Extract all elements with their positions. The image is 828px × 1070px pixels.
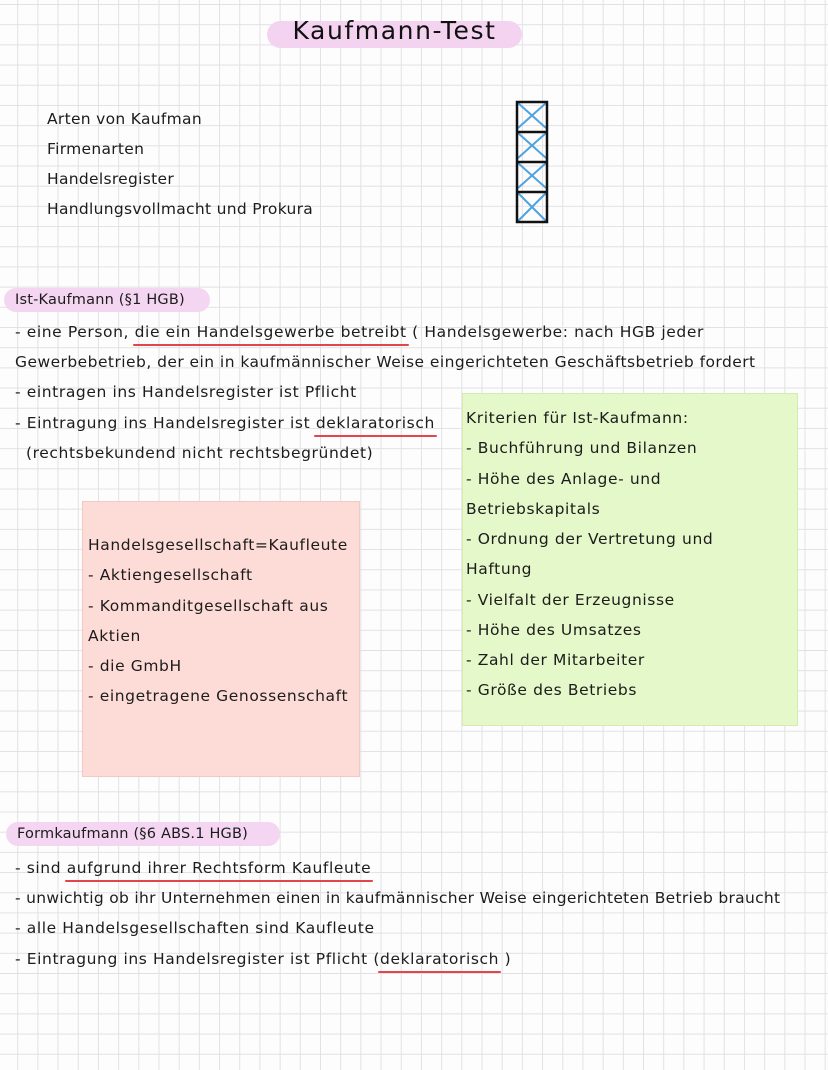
ist-kaufmann-line-5: (rechtsbekundend nicht rechtsbegründet)	[26, 444, 374, 462]
formkaufmann-line-2: - unwichtig ob ihr Unternehmen einen in kaufmännischer Weise eingerichteten Betrieb braucht	[15, 889, 781, 907]
kriterien-line: Haftung	[466, 560, 533, 578]
ist-kaufmann-line-2: Gewerbebetrieb, der ein in kaufmännischer Weise eingerichteten Geschäftsbetrieb fordert	[15, 353, 756, 371]
formkaufmann-line-3: - alle Handelsgesellschaften sind Kaufleute	[15, 919, 375, 937]
kriterien-line: - Ordnung der Vertretung und	[466, 530, 714, 548]
underlined-text: deklaratorisch	[315, 414, 435, 432]
kriterien-line: Kriterien für Ist-Kaufmann:	[466, 409, 689, 427]
checkbox-4[interactable]	[518, 193, 546, 221]
underlined-text: deklaratorisch	[380, 950, 500, 968]
formkaufmann-heading: Formkaufmann (§6 ABS.1 HGB)	[6, 822, 280, 846]
kriterien-line: - Vielfalt der Erzeugnisse	[466, 591, 675, 609]
ist-kaufmann-line-3: - eintragen ins Handelsregister ist Pflicht	[15, 383, 357, 401]
handelsgesellschaft-line: - Aktiengesellschaft	[88, 566, 253, 584]
checkbox-3[interactable]	[518, 163, 546, 188]
page-title: Kaufmann-Test	[292, 16, 497, 45]
underlined-text: die ein Handelsgewerbe betreibt	[134, 323, 407, 341]
ist-kaufmann-heading: Ist-Kaufmann (§1 HGB)	[4, 288, 210, 312]
ist-kaufmann-line-1: - eine Person, die ein Handelsgewerbe betreibt ( Handelsgewerbe: nach HGB jeder	[15, 323, 704, 341]
kriterien-line: - Buchführung und Bilanzen	[466, 439, 698, 457]
checkbox-column	[515, 100, 549, 224]
toc-item-prokura: Handlungsvollmacht und Prokura	[47, 200, 314, 218]
handelsgesellschaft-line: Handelsgesellschaft=Kaufleute	[88, 536, 348, 554]
checkbox-1[interactable]	[518, 103, 546, 128]
kriterien-line: - Zahl der Mitarbeiter	[466, 651, 645, 669]
kriterien-line: - Größe des Betriebs	[466, 681, 638, 699]
handelsgesellschaft-line: Aktien	[88, 627, 141, 645]
kriterien-line: - Höhe des Anlage- und	[466, 470, 662, 488]
handelsgesellschaft-line: - die GmbH	[88, 657, 182, 675]
toc-item-handelsregister: Handelsregister	[47, 170, 175, 188]
checkbox-2[interactable]	[518, 133, 546, 158]
toc-item-firmenarten: Firmenarten	[47, 140, 145, 158]
underlined-text: aufgrund ihrer Rechtsform Kaufleute	[66, 859, 372, 877]
ist-kaufmann-line-4: - Eintragung ins Handelsregister ist deklaratorisch	[15, 414, 435, 432]
handelsgesellschaft-line: - Kommanditgesellschaft aus	[88, 597, 329, 615]
kriterien-line: - Höhe des Umsatzes	[466, 621, 642, 639]
formkaufmann-line-1: - sind aufgrund ihrer Rechtsform Kaufleute	[15, 859, 372, 877]
toc-item-arten: Arten von Kaufman	[47, 110, 202, 128]
handelsgesellschaft-line: - eingetragene Genossenschaft	[88, 687, 349, 705]
formkaufmann-line-4: - Eintragung ins Handelsregister ist Pflicht (deklaratorisch )	[15, 950, 512, 968]
kriterien-line: Betriebskapitals	[466, 500, 601, 518]
